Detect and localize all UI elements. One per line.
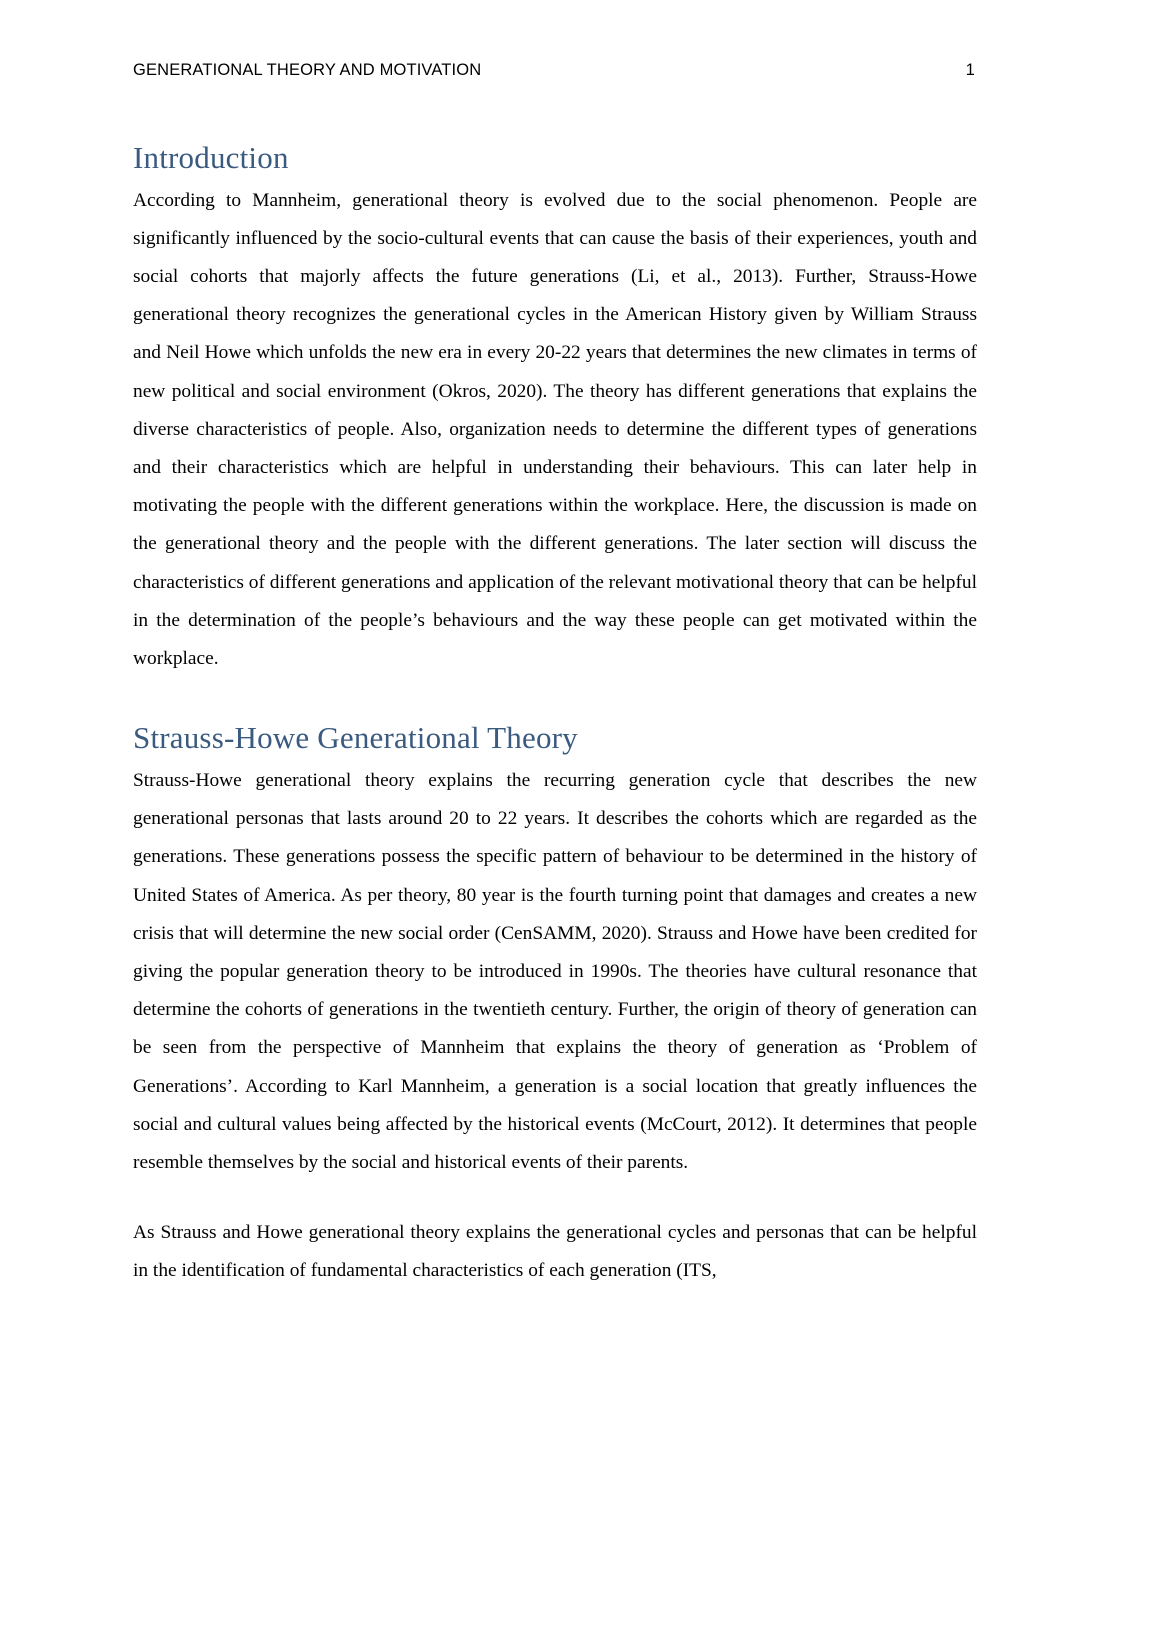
paragraph-strauss-howe-2: As Strauss and Howe generational theory explains the generational cycles and personas that can be helpful in the identification of fundamental characteristics of each generation (ITS, <box>133 1222 977 1282</box>
running-header <box>133 62 975 79</box>
document-body <box>133 140 977 1297</box>
section-heading-strauss-howe-generational-theory: Strauss-Howe Generational Theory <box>133 720 578 756</box>
paragraph-introduction-1: According to Mannheim, generational theory is evolved due to the social phenomenon. People are significantly influenced by the socio-cultural events that can cause the basis of their experiences, youth and social cohorts that majorly affects the future generations (Li, et al., 2013). Further, Strauss-Howe generational theory recognizes the generational cycles in the American History given by William Strauss and Neil Howe which unfolds the new era in every 20-22 years that determines the new climates in terms of new political and social environment (Okros, 2020). The theory has different generations that explains the diverse characteristics of people. Also, organization needs to determine the different types of generations and their characteristics which are helpful in understanding their behaviours. This can later help in motivating the people with the different generations within the workplace. Here, the discussion is made on the generational theory and the people with the different generations. The later section will discuss the characteristics of different generations and application of the relevant motivational theory that can be helpful in the determination of the people’s behaviours and the way these people can get motivated within the workplace. <box>133 189 977 670</box>
section-heading-introduction: Introduction <box>133 140 289 175</box>
page-number: 1 <box>965 61 975 79</box>
running-header-title: GENERATIONAL THEORY AND MOTIVATION <box>133 61 482 79</box>
paragraph-strauss-howe-1: Strauss-Howe generational theory explains the recurring generation cycle that describes the new generational personas that lasts around 20 to 22 years. It describes the cohorts which are regarded as the generations. These generations possess the specific pattern of behaviour to be determined in the history of United States of America. As per theory, 80 year is the fourth turning point that damages and creates a new crisis that will determine the new social order (CenSAMM, 2020). Strauss and Howe have been credited for giving the popular generation theory to be introduced in 1990s. The theories have cultural resonance that determine the cohorts of generations in the twentieth century. Further, the origin of theory of generation can be seen from the perspective of Mannheim that explains the theory of generation as ‘Problem of Generations’. According to Karl Mannheim, a generation is a social location that greatly influences the social and cultural values being affected by the historical events (McCourt, 2012). It determines that people resemble themselves by the social and historical events of their parents. <box>133 769 977 1173</box>
